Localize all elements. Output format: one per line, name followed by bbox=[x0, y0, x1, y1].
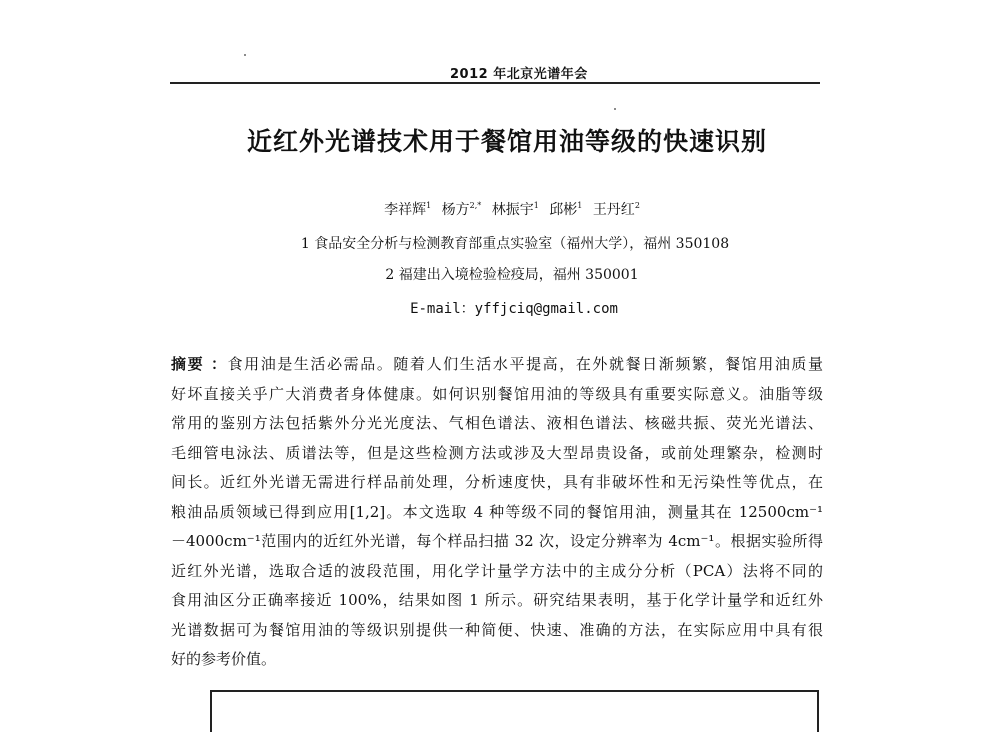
abstract-line: 食用油区分正确率接近 100%，结果如图 1 所示。研究结果表明，基于化学计量学和近红外 bbox=[171, 591, 823, 609]
abstract-line: 好的参考价值。 bbox=[171, 650, 277, 668]
affiliation-2: 2 福建出入境检验检疫局，福州 350001 bbox=[385, 267, 639, 283]
author-name: 邱彬 bbox=[549, 202, 578, 218]
author-name: 李祥辉 bbox=[384, 202, 427, 218]
running-header: 2012 年北京光谱年会 bbox=[450, 67, 588, 82]
author-name: 林振宇 bbox=[491, 202, 534, 218]
contact-email: E-mail：yffjciq@gmail.com bbox=[410, 301, 618, 317]
header-rule bbox=[170, 82, 820, 84]
abstract-line: 间长。近红外光谱无需进行样品前处理，分析速度快，具有非破坏性和无污染性等优点，在 bbox=[171, 473, 823, 491]
abstract-line bbox=[171, 350, 823, 380]
author-list bbox=[0, 199, 1000, 219]
author-name: 王丹红 bbox=[592, 202, 635, 218]
paper-title: 近红外光谱技术用于餐馆用油等级的快速识别 bbox=[246, 127, 767, 156]
author-affiliation-mark: 2,* bbox=[469, 201, 482, 210]
author-affiliation-mark: 2 bbox=[634, 201, 640, 210]
abstract-line: 近红外光谱，选取合适的波段范围，用化学计量学方法中的主成分分析（PCA）法将不同的 bbox=[171, 561, 823, 580]
author-affiliation-mark: 1 bbox=[533, 201, 539, 210]
abstract bbox=[171, 350, 823, 675]
abstract-text: 食用油是生活必需品。随着人们生活水平提高，在外就餐日渐频繁，餐馆用油质量 bbox=[227, 355, 823, 373]
affiliation-1: 1 食品安全分析与检测教育部重点实验室（福州大学），福州 350108 bbox=[300, 236, 730, 252]
author-name: 杨方 bbox=[441, 202, 470, 218]
abstract-line: 毛细管电泳法、质谱法等，但是这些检测方法或涉及大型昂贵设备，或前处理繁杂，检测时 bbox=[171, 443, 823, 462]
abstract-line: 粮油品质领域已得到应用[1,2]。本文选取 4 种等级不同的餐馆用油，测量其在 12500cm⁻¹ bbox=[171, 502, 823, 521]
author-affiliation-mark: 1 bbox=[426, 201, 432, 210]
scan-speck bbox=[614, 108, 616, 110]
abstract-label: 摘要 ： bbox=[171, 355, 228, 373]
abstract-line: 光谱数据可为餐馆用油的等级识别提供一种简便、快速、准确的方法，在实际应用中具有很 bbox=[171, 620, 823, 639]
figure-frame bbox=[210, 690, 819, 732]
author-affiliation-mark: 1 bbox=[577, 201, 583, 210]
abstract-line: 好坏直接关乎广大消费者身体健康。如何识别餐馆用油的等级具有重要实际意义。油脂等级 bbox=[171, 384, 823, 403]
scan-speck bbox=[244, 54, 246, 56]
abstract-line: －4000cm⁻¹范围内的近红外光谱，每个样品扫描 32 次，设定分辨率为 4cm⁻¹。根据实验所得 bbox=[171, 532, 823, 550]
abstract-line: 常用的鉴别方法包括紫外分光光度法、气相色谱法、液相色谱法、核磁共振、荧光光谱法、 bbox=[171, 414, 823, 432]
